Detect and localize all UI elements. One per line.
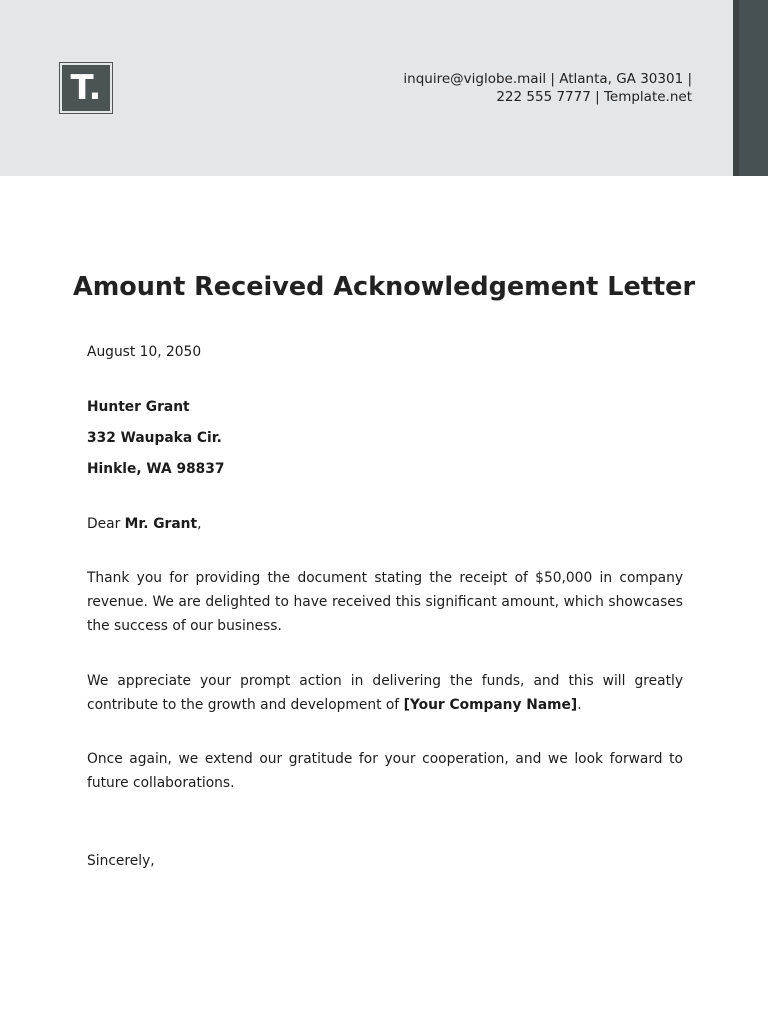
salutation-prefix: Dear xyxy=(87,516,125,532)
closing: Sincerely, xyxy=(87,853,155,869)
recipient-street: 332 Waupaka Cir. xyxy=(87,430,222,446)
paragraph-1: Thank you for providing the document stating the receipt of $50,000 in company revenue. We are delighted to have received this significant amount, which showcases the success of our business. xyxy=(87,570,683,634)
letter-date: August 10, 2050 xyxy=(87,344,202,360)
letter-title: Amount Received Acknowledgement Letter xyxy=(72,272,696,302)
contact-line-2: 222 555 7777 | Template.net xyxy=(496,89,692,105)
letterhead xyxy=(0,0,768,176)
header-accent-stripe-edge xyxy=(733,0,739,176)
recipient-city: Hinkle, WA 98837 xyxy=(87,461,225,477)
company-logo xyxy=(59,62,113,114)
contact-info xyxy=(403,70,692,106)
paragraph-2-end: . xyxy=(577,697,582,713)
paragraph-2-text: We appreciate your prompt action in delivering the funds, and this will greatly contribute to the growth and development of xyxy=(87,673,683,713)
salutation-suffix: , xyxy=(197,516,202,532)
paragraph-3: Once again, we extend our gratitude for your cooperation, and we look forward to future collaborations. xyxy=(87,751,683,791)
contact-line-1: inquire@viglobe.mail | Atlanta, GA 30301 | xyxy=(403,71,692,87)
paragraph-2 xyxy=(87,669,683,717)
recipient-name: Hunter Grant xyxy=(87,399,190,415)
salutation xyxy=(87,512,683,536)
logo-letter: T. xyxy=(62,65,110,111)
company-name-placeholder: [Your Company Name] xyxy=(403,697,578,713)
salutation-name: Mr. Grant xyxy=(124,516,198,532)
